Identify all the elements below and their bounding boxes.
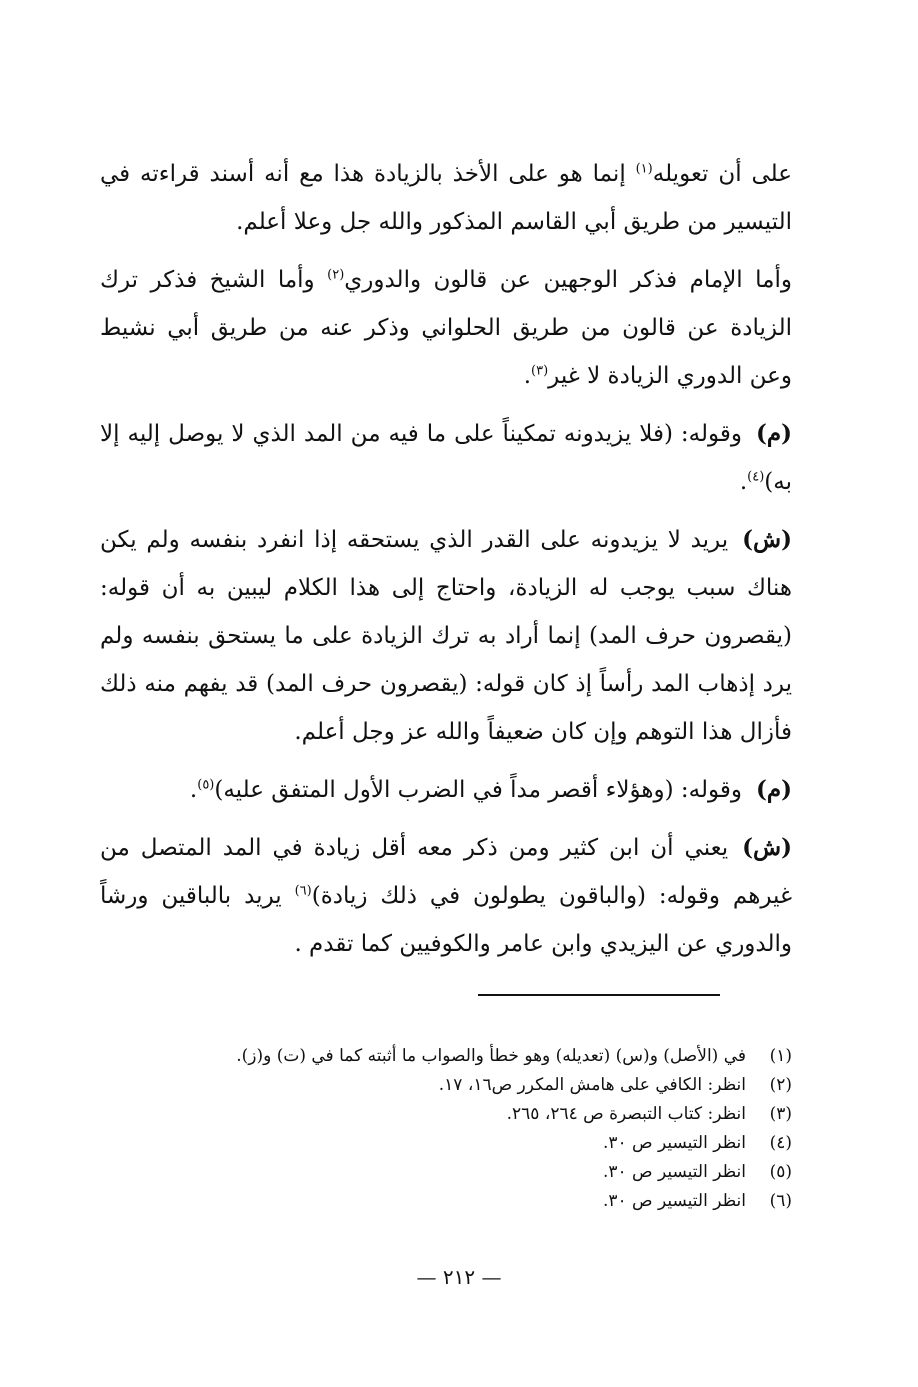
footnote-ref: (٦): [294, 883, 312, 899]
footnote-ref: (٢): [327, 267, 345, 283]
footnote-ref: (٣): [531, 363, 549, 379]
paragraph-text: يريد بالباقين ورشاً والدوري عن اليزيدي وابن عامر والكوفيين كما تقدم .: [100, 883, 792, 957]
paragraph-text: وأما الشيخ فذكر ترك الزيادة عن قالون من طريق الحلواني وذكر عنه من طريق أبي نشيط وعن الدوري الزيادة لا غير: [100, 267, 792, 389]
matn-marker: (م): [755, 420, 792, 447]
footnotes: [100, 1042, 792, 1216]
page-number: — ٢١٢ —: [416, 1265, 502, 1289]
paragraph-2: [100, 256, 792, 400]
paragraph-4: [100, 516, 792, 756]
footnote-text: انظر: كتاب التبصرة ص ٢٦٤، ٢٦٥.: [506, 1104, 746, 1124]
main-text: [100, 150, 792, 978]
paragraph-text: يريد لا يزيدونه على القدر الذي يستحقه إذا انفرد بنفسه ولم يكن هناك سبب يوجب له الزيادة، واحتاج إلى هذا الكلام ليبين به أن قوله: (يقصرون حرف المد) إنما أراد به ترك الزيادة على ما يستحق بنفسه ولم يرد إذهاب المد رأساً إذ كان قوله: (يقصرون حرف المد) قد يفهم منه ذلك فأزال هذا التوهم وإن كان ضعيفاً والله عز وجل أعلم.: [100, 527, 792, 745]
paragraph-text: وأما الإمام فذكر الوجهين عن قالون والدوري: [344, 267, 792, 293]
sharh-marker: (ش): [742, 834, 792, 861]
footnote-number: (٤): [769, 1133, 792, 1153]
paragraph-text: وقوله: (وهؤلاء أقصر مداً في الضرب الأول المتفق عليه): [214, 777, 742, 803]
matn-marker: (م): [755, 776, 792, 803]
paragraph-6: [100, 824, 792, 968]
paragraph-text: .: [189, 777, 198, 803]
footnote-number: (٦): [769, 1191, 792, 1211]
footnote-item: [100, 1042, 792, 1071]
footnote-number: (٥): [769, 1162, 792, 1182]
paragraph-text: على أن تعويله: [652, 161, 792, 187]
footnote-text: انظر التيسير ص ٣٠.: [602, 1133, 746, 1153]
footnote-text: انظر التيسير ص ٣٠.: [602, 1191, 746, 1211]
paragraph-1: [100, 150, 792, 246]
footnote-number: (٣): [769, 1104, 792, 1124]
paragraph-text: يعني أن ابن كثير ومن ذكر معه أقل زيادة في المد المتصل من غيرهم وقوله: (والباقون يطولون في ذلك زيادة): [100, 835, 792, 909]
footnote-text: في (الأصل) و(س) (تعديله) وهو خطأ والصواب ما أثبته كما في (ت) و(ز).: [236, 1046, 746, 1066]
paragraph-text: .: [523, 363, 532, 389]
footnote-item: [100, 1158, 792, 1187]
footnote-ref: (٥): [197, 777, 215, 793]
footnote-text: انظر: الكافي على هامش المكرر ص١٦، ١٧.: [438, 1075, 746, 1095]
paragraph-text: .: [739, 469, 748, 495]
footnote-number: (٢): [769, 1075, 792, 1095]
footnote-item: [100, 1071, 792, 1100]
footnote-item: [100, 1100, 792, 1129]
footnote-item: [100, 1187, 792, 1216]
footnote-item: [100, 1129, 792, 1158]
footnote-text: انظر التيسير ص ٣٠.: [602, 1162, 746, 1182]
footnote-ref: (١): [635, 161, 653, 177]
footnote-number: (١): [769, 1046, 792, 1066]
sharh-marker: (ش): [742, 526, 792, 553]
footnote-separator: [478, 994, 720, 996]
paragraph-text: إنما هو على الأخذ بالزيادة هذا مع أنه أسند قراءته في التيسير من طريق أبي القاسم المذكور والله جل وعلا أعلم.: [100, 161, 792, 235]
paragraph-5: [100, 766, 792, 814]
footnote-ref: (٤): [747, 469, 765, 485]
paragraph-3: [100, 410, 792, 506]
paragraph-text: وقوله: (فلا يزيدونه تمكيناً على ما فيه من المد الذي لا يوصل إليه إلا به): [100, 421, 792, 495]
